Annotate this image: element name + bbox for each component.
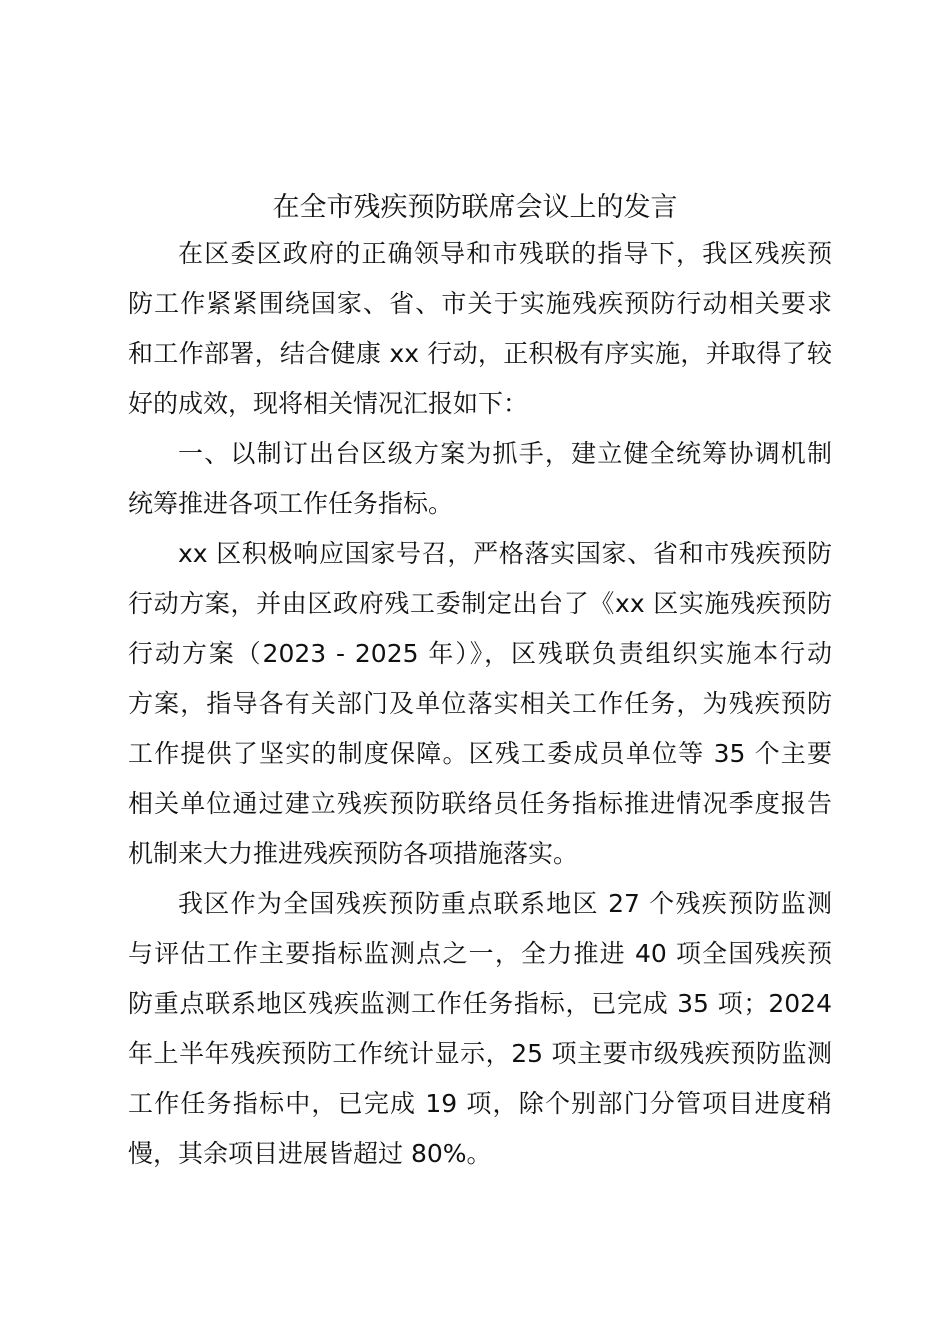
- paragraph-4-line-6: 慢，其余项目进展皆超过 80%。: [128, 1139, 492, 1168]
- paragraph-4-line-5: 工作任务指标中，已完成 19 项，除个别部门分管项目进度稍: [128, 1089, 832, 1118]
- paragraph-4-line-3: 防重点联系地区残疾监测工作任务指标，已完成 35 项；2024: [128, 989, 832, 1018]
- paragraph-3-line-6: 相关单位通过建立残疾预防联络员任务指标推进情况季度报告: [128, 789, 832, 818]
- paragraph-3-line-3: 行动方案（2023 - 2025 年）》，区残联负责组织实施本行动: [128, 639, 832, 668]
- paragraph-2-line-1: 一、以制订出台区级方案为抓手，建立健全统筹协调机制: [178, 439, 832, 468]
- paragraph-2-line-2: 统筹推进各项工作任务指标。: [128, 489, 454, 518]
- paragraph-4-line-2: 与评估工作主要指标监测点之一，全力推进 40 项全国残疾预: [128, 939, 832, 968]
- paragraph-3-line-5: 工作提供了坚实的制度保障。区残工委成员单位等 35 个主要: [128, 739, 832, 768]
- paragraph-3-line-4: 方案，指导各有关部门及单位落实相关工作任务，为残疾预防: [128, 689, 832, 718]
- document-title: 在全市残疾预防联席会议上的发言: [272, 192, 678, 223]
- paragraph-3-line-1: xx 区积极响应国家号召，严格落实国家、省和市残疾预防: [178, 539, 832, 568]
- paragraph-1-line-2: 防工作紧紧围绕国家、省、市关于实施残疾预防行动相关要求: [128, 289, 832, 318]
- paragraph-1-line-4: 好的成效，现将相关情况汇报如下：: [128, 389, 529, 418]
- paragraph-1-line-1: 在区委区政府的正确领导和市残联的指导下，我区残疾预: [178, 239, 832, 268]
- paragraph-3-line-7: 机制来大力推进残疾预防各项措施落实。: [128, 839, 579, 868]
- paragraph-3-line-2: 行动方案，并由区政府残工委制定出台了《xx 区实施残疾预防: [128, 589, 832, 618]
- paragraph-1-line-3: 和工作部署，结合健康 xx 行动，正积极有序实施，并取得了较: [128, 339, 832, 368]
- paragraph-4-line-4: 年上半年残疾预防工作统计显示，25 项主要市级残疾预防监测: [128, 1039, 832, 1068]
- paragraph-4-line-1: 我区作为全国残疾预防重点联系地区 27 个残疾预防监测: [178, 889, 832, 918]
